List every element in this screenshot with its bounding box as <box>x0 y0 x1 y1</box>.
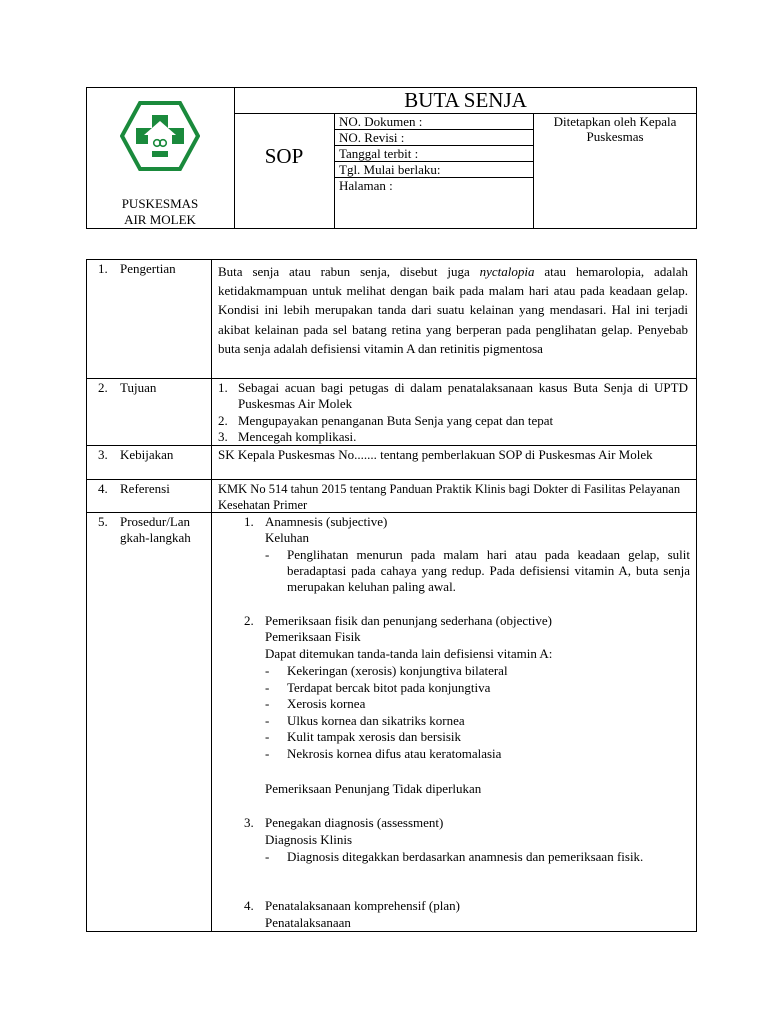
row-number: 4. <box>98 481 108 496</box>
step-bullet: Nekrosis kornea difus atau keratomalasia <box>287 746 502 761</box>
row-divider <box>86 445 697 446</box>
org-name-line: PUSKESMAS <box>121 196 199 211</box>
tujuan-item: Sebagai acuan bagi petugas di dalam penatalaksanaan kasus Buta Senja di UPTD Puskesmas Air Molek <box>238 380 688 411</box>
pengertian-text-part: atau hemarolopia, adalah ketidakmampuan untuk melihat dengan baik pada malam hari atau pada keadaan gelap. Kondisi ini lebih merupakan tanda dari suatu kelainan yang mendasari. Hal ini terjadi akibat kelainan pada sel batang retina yang berperan pada penglihatan gelap. Penyebab buta senja adalah defisiensi vitamin A dan retinitis pigmentosa <box>218 264 688 356</box>
list-number: 2. <box>218 413 228 428</box>
step-number: 4. <box>244 898 254 913</box>
row-label-kebijakan: Kebijakan <box>120 447 174 462</box>
puskesmas-logo-icon <box>120 101 200 171</box>
row-divider <box>86 378 697 379</box>
referensi-text: KMK No 514 tahun 2015 tentang Panduan Praktik Klinis bagi Dokter di Fasilitas Pelayanan Kesehatan Primer <box>218 482 681 512</box>
row-number: 1. <box>98 261 108 276</box>
bullet-dash: - <box>265 680 270 695</box>
row-number: 2. <box>98 380 108 395</box>
step-number: 3. <box>244 815 254 830</box>
pengertian-text <box>218 262 688 358</box>
step-title: Penatalaksanaan komprehensif (plan) <box>265 898 460 913</box>
bullet-dash: - <box>265 746 270 761</box>
meta-revision: NO. Revisi : <box>339 130 405 145</box>
row-number: 5. <box>98 514 108 529</box>
bullet-dash: - <box>265 713 270 728</box>
step-note: Pemeriksaan Penunjang Tidak diperlukan <box>265 781 482 796</box>
meta-doc-number: NO. Dokumen : <box>339 114 423 129</box>
step-subtitle: Keluhan <box>265 530 310 545</box>
step-title: Penegakan diagnosis (assessment) <box>265 815 444 830</box>
row-number: 3. <box>98 447 108 462</box>
kebijakan-text: SK Kepala Puskesmas No....... tentang pemberlakuan SOP di Puskesmas Air Molek <box>218 447 653 462</box>
meta-effective-date: Tgl. Mulai berlaku: <box>339 162 441 177</box>
sop-content-table <box>86 259 697 932</box>
row-label-tujuan: Tujuan <box>120 380 157 395</box>
pengertian-text-part: Buta senja atau rabun senja, disebut juga <box>218 264 480 279</box>
header-divider <box>334 113 335 229</box>
row-label-referensi: Referensi <box>120 481 170 496</box>
meta-issue-date: Tanggal terbit : <box>339 146 419 161</box>
org-name-line: AIR MOLEK <box>124 212 196 227</box>
bullet-dash: - <box>265 849 270 864</box>
bullet-dash: - <box>265 729 270 744</box>
meta-page: Halaman : <box>339 178 393 193</box>
bullet-dash: - <box>265 696 270 711</box>
row-label-prosedur: gkah-langkah <box>120 530 191 545</box>
step-number: 2. <box>244 613 254 628</box>
step-bullet: Xerosis kornea <box>287 696 366 711</box>
step-bullet: Terdapat bercak bitot pada konjungtiva <box>287 680 491 695</box>
sop-label: SOP <box>264 144 304 168</box>
list-number: 3. <box>218 429 228 444</box>
tujuan-item: Mencegah komplikasi. <box>238 429 357 444</box>
step-bullet: Diagnosis ditegakkan berdasarkan anamnesis dan pemeriksaan fisik. <box>287 849 644 864</box>
list-number: 1. <box>218 380 228 395</box>
header-divider <box>533 113 534 229</box>
step-number: 1. <box>244 514 254 529</box>
column-divider <box>211 259 212 932</box>
organization-name <box>86 196 234 228</box>
row-label-prosedur: Prosedur/Lan <box>120 514 191 529</box>
step-title: Pemeriksaan fisik dan penunjang sederhana (objective) <box>265 613 552 628</box>
step-subtitle: Penatalaksanaan <box>265 915 351 930</box>
step-subtitle: Diagnosis Klinis <box>265 832 353 847</box>
bullet-dash: - <box>265 547 270 562</box>
row-divider <box>86 479 697 480</box>
step-bullet: Penglihatan menurun pada malam hari atau pada keadaan gelap, sulit beradaptasi pada cahaya yang redup. Pada defisiensi vitamin A, buta senja merupakan keluhan paling awal. <box>287 547 690 594</box>
step-intro: Dapat ditemukan tanda-tanda lain defisiensi vitamin A: <box>265 646 553 661</box>
tujuan-item: Mengupayakan penanganan Buta Senja yang cepat dan tepat <box>238 413 554 428</box>
step-subtitle: Pemeriksaan Fisik <box>265 629 361 644</box>
document-title: BUTA SENJA <box>404 88 527 112</box>
approval-text: Ditetapkan oleh Kepala Puskesmas <box>553 114 677 144</box>
row-label-pengertian: Pengertian <box>120 261 176 276</box>
bullet-dash: - <box>265 663 270 678</box>
pengertian-italic-term: nyctalopia <box>479 264 535 279</box>
step-bullet: Kekeringan (xerosis) konjungtiva bilateral <box>287 663 508 678</box>
step-bullet: Kulit tampak xerosis dan bersisik <box>287 729 462 744</box>
step-title: Anamnesis (subjective) <box>265 514 388 529</box>
step-bullet: Ulkus kornea dan sikatriks kornea <box>287 713 465 728</box>
